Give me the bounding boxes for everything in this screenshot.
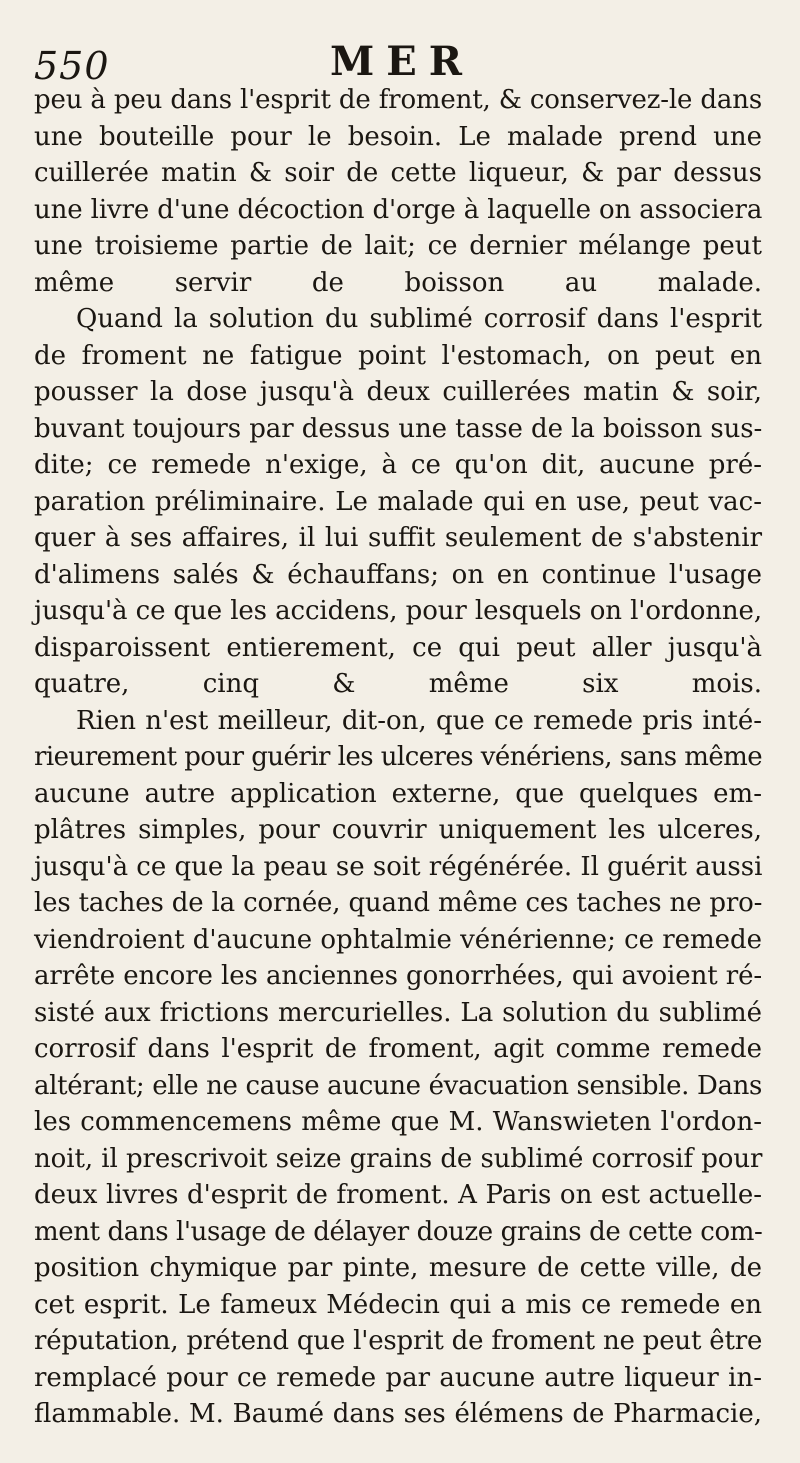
text-line: peu à peu dans l'esprit de froment, & conservez-le dans bbox=[34, 85, 762, 115]
text-line: réputation, prétend que l'esprit de froment ne peut être bbox=[34, 1326, 763, 1356]
text-line: Rien n'est meilleur, dit-on, que ce remede pris inté- bbox=[76, 705, 762, 736]
text-line: noit, il prescrivoit seize grains de sublimé corrosif pour bbox=[34, 1143, 763, 1174]
text-line: une bouteille pour le besoin. Le malade prend une bbox=[34, 121, 762, 152]
text-line: sisté aux frictions mercurielles. La solution du sublimé bbox=[34, 997, 762, 1028]
text-line: les commencemens même que M. Wanswieten l'ordon- bbox=[34, 1107, 762, 1137]
text-line: plâtres simples, pour couvrir uniquement les ulceres, bbox=[34, 815, 762, 845]
text-line: même servir de boisson au malade. bbox=[34, 267, 762, 298]
text-line: position chymique par pinte, mesure de cette ville, de bbox=[34, 1253, 762, 1283]
text-line: flammable. M. Baumé dans ses élémens de Pharmacie, bbox=[34, 1399, 762, 1429]
text-line: quer à ses affaires, il lui suffit seulement de s'abstenir bbox=[34, 523, 762, 553]
text-line: quatre, cinq & même six mois. bbox=[34, 669, 762, 699]
page-header bbox=[34, 38, 770, 88]
text-line: une livre d'une décoction d'orge à laquelle on associera bbox=[34, 194, 763, 225]
text-line: ment dans l'usage de délayer douze grains de cette com- bbox=[34, 1216, 763, 1247]
paragraph bbox=[34, 82, 762, 301]
page-number: 550 bbox=[34, 44, 110, 88]
text-line: pousser la dose jusqu'à deux cuillerées matin & soir, bbox=[34, 377, 762, 407]
text-line: altérant; elle ne cause aucune évacuation sensible. Dans bbox=[34, 1070, 762, 1101]
running-title: MER bbox=[329, 38, 474, 85]
text-line: d'alimens salés & échauffans; on en continue l'usage bbox=[34, 559, 762, 590]
body-text bbox=[34, 82, 762, 1433]
text-line: deux livres d'esprit de froment. A Paris on est actuelle- bbox=[34, 1180, 762, 1210]
paragraph bbox=[34, 301, 762, 703]
text-line: de froment ne fatigue point l'estomach, on peut en bbox=[34, 340, 762, 371]
text-line: jusqu'à ce que les accidens, pour lesquels on l'ordonne, bbox=[34, 596, 762, 626]
text-line: viendroient d'aucune ophtalmie vénérienne; ce remede bbox=[34, 924, 763, 955]
text-line: les taches de la cornée, quand même ces taches ne pro- bbox=[34, 888, 763, 918]
text-line: remplacé pour ce remede par aucune autre liqueur in- bbox=[34, 1362, 762, 1393]
paragraph bbox=[34, 703, 762, 1433]
text-line: corrosif dans l'esprit de froment, agit comme remede bbox=[34, 1034, 762, 1064]
text-line: cet esprit. Le fameux Médecin qui a mis ce remede en bbox=[34, 1289, 762, 1320]
text-line: arrête encore les anciennes gonorrhées, qui avoient ré- bbox=[34, 961, 763, 991]
text-line: disparoissent entierement, ce qui peut aller jusqu'à bbox=[34, 632, 762, 663]
text-line: cuillerée matin & soir de cette liqueur, & par dessus bbox=[34, 158, 762, 188]
text-line: aucune autre application externe, que quelques em- bbox=[34, 778, 762, 809]
text-line: buvant toujours par dessus une tasse de la boisson sus- bbox=[34, 413, 763, 444]
text-line: paration préliminaire. Le malade qui en use, peut vac- bbox=[34, 486, 762, 517]
text-line: dite; ce remede n'exige, à ce qu'on dit, aucune pré- bbox=[34, 450, 762, 480]
text-line: Quand la solution du sublimé corrosif dans l'esprit bbox=[76, 304, 762, 334]
text-line: une troisieme partie de lait; ce dernier mélange peut bbox=[34, 231, 762, 261]
text-line: rieurement pour guérir les ulceres vénériens, sans même bbox=[34, 742, 763, 772]
text-line: jusqu'à ce que la peau se soit régénérée. Il guérit aussi bbox=[34, 851, 763, 882]
